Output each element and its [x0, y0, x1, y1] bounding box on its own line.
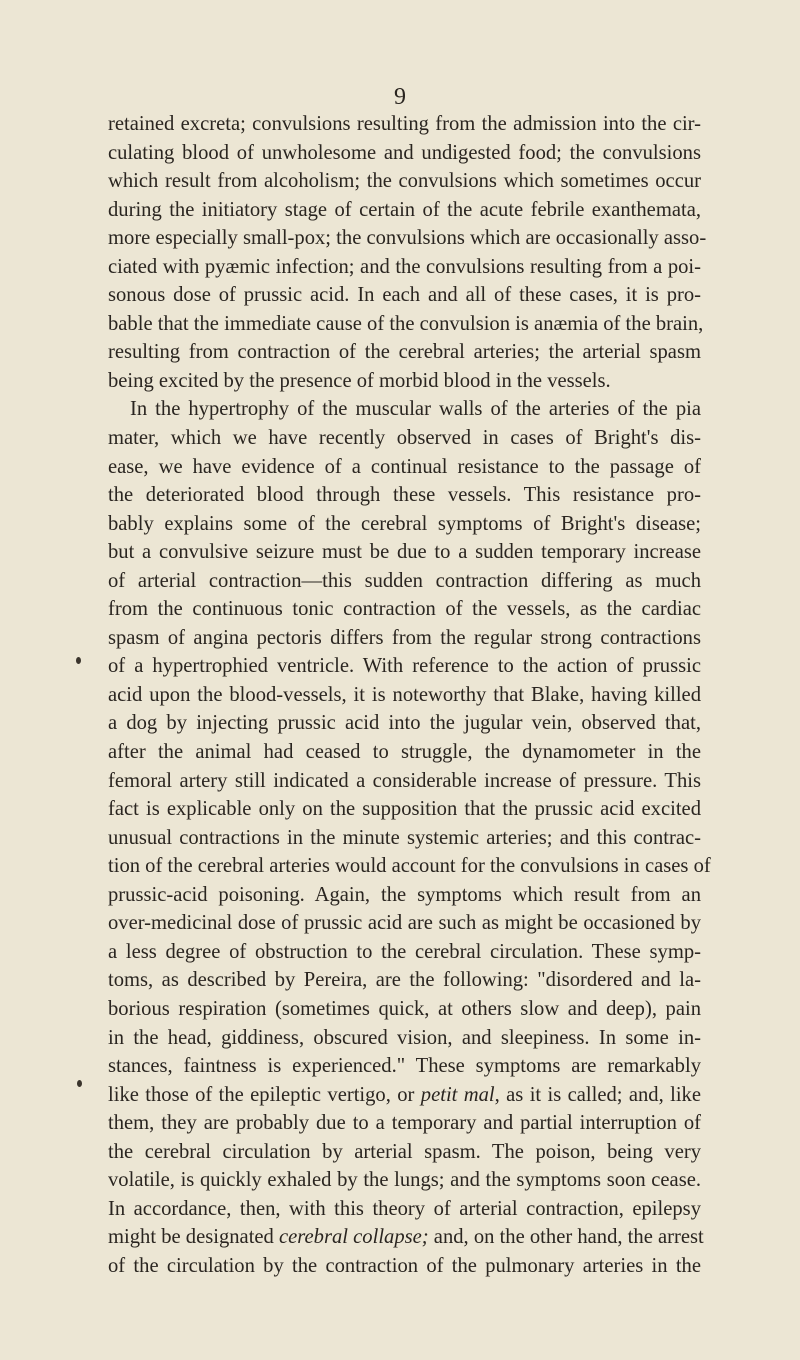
text-line: the deteriorated blood through these vessels. This resistance pro-: [108, 484, 701, 507]
text-line: after the animal had ceased to struggle, the dynamometer in the: [108, 741, 701, 764]
paper-speck: [77, 1080, 82, 1087]
text-line: which result from alcoholism; the convulsions which sometimes occur: [108, 170, 701, 193]
text-line: In accordance, then, with this theory of arterial contraction, epilepsy: [108, 1197, 701, 1220]
text-line: during the initiatory stage of certain of the acute febrile exanthemata,: [108, 198, 701, 221]
italic-term: cerebral collapse;: [279, 1226, 429, 1249]
italic-term: petit mal: [420, 1083, 495, 1106]
text-line: ease, we have evidence of a continual resistance to the passage of: [108, 455, 701, 478]
body-text: [108, 110, 711, 1280]
text-line: borious respiration (sometimes quick, at others slow and deep), pain: [108, 997, 701, 1020]
text-line: prussic-acid poisoning. Again, the symptoms which result from an: [108, 883, 701, 906]
text-line: of the circulation by the contraction of the pulmonary arteries in the: [108, 1254, 701, 1277]
text-line: [108, 1223, 704, 1252]
text-line: acid upon the blood-vessels, it is noteworthy that Blake, having killed: [108, 683, 701, 706]
text-line: In the hypertrophy of the muscular walls of the arteries of the pia: [130, 398, 701, 421]
text-line: spasm of angina pectoris differs from the regular strong contractions: [108, 626, 701, 649]
text-line: tion of the cerebral arteries would account for the convulsions in cases of: [108, 855, 711, 878]
text-line: resulting from contraction of the cerebral arteries; the arterial spasm: [108, 341, 701, 364]
text-segment: and, on the other hand, the arrest: [428, 1226, 704, 1249]
text-line: the cerebral circulation by arterial spasm. The poison, being very: [108, 1140, 701, 1163]
text-line: unusual contractions in the minute systemic arteries; and this contrac-: [108, 826, 701, 849]
text-line: a less degree of obstruction to the cerebral circulation. These symp-: [108, 940, 701, 963]
text-line: but a convulsive seizure must be due to a sudden temporary increase: [108, 541, 701, 564]
text-line: ciated with pyæmic infection; and the convulsions resulting from a poi-: [108, 255, 701, 278]
text-line: stances, faintness is experienced." These symptoms are remarkably: [108, 1055, 701, 1078]
text-line: retained excreta; convulsions resulting from the admission into the cir-: [108, 113, 701, 135]
text-line: femoral artery still indicated a considerable increase of pressure. This: [108, 769, 701, 792]
text-line: sonous dose of prussic acid. In each and all of these cases, it is pro-: [108, 284, 701, 307]
text-line: mater, which we have recently observed in cases of Bright's dis-: [108, 427, 701, 450]
paper-speck: [76, 657, 81, 664]
text-segment: like those of the epileptic vertigo, or: [108, 1083, 421, 1106]
text-line: of arterial contraction—this sudden contraction differing as much: [108, 569, 701, 592]
text-line: bably explains some of the cerebral symptoms of Bright's disease;: [108, 512, 701, 535]
text-line: of a hypertrophied ventricle. With reference to the action of prussic: [108, 655, 701, 678]
text-segment: , as it is called; and, like: [494, 1083, 701, 1106]
text-line: toms, as described by Pereira, are the following: "disordered and la-: [108, 969, 701, 992]
text-line: volatile, is quickly exhaled by the lungs; and the symptoms soon cease.: [108, 1169, 701, 1192]
text-line: more especially small-pox; the convulsions which are occasionally asso-: [108, 227, 707, 250]
text-line: them, they are probably due to a temporary and partial interruption of: [108, 1112, 701, 1135]
text-line: culating blood of unwholesome and undigested food; the convulsions: [108, 141, 701, 164]
text-line: from the continuous tonic contraction of the vessels, as the cardiac: [108, 598, 701, 621]
text-segment: might be designated: [108, 1226, 280, 1249]
text-line: [108, 1081, 701, 1110]
text-line: bable that the immediate cause of the convulsion is anæmia of the brain,: [108, 312, 704, 335]
text-line: in the head, giddiness, obscured vision, and sleepiness. In some in-: [108, 1026, 701, 1049]
text-line: a dog by injecting prussic acid into the jugular vein, observed that,: [108, 712, 701, 735]
page-number: 9: [394, 84, 406, 110]
text-line: over-medicinal dose of prussic acid are such as might be occasioned by: [108, 912, 701, 935]
text-line: fact is explicable only on the supposition that the prussic acid excited: [108, 798, 701, 821]
text-line: being excited by the presence of morbid blood in the vessels.: [108, 369, 611, 392]
